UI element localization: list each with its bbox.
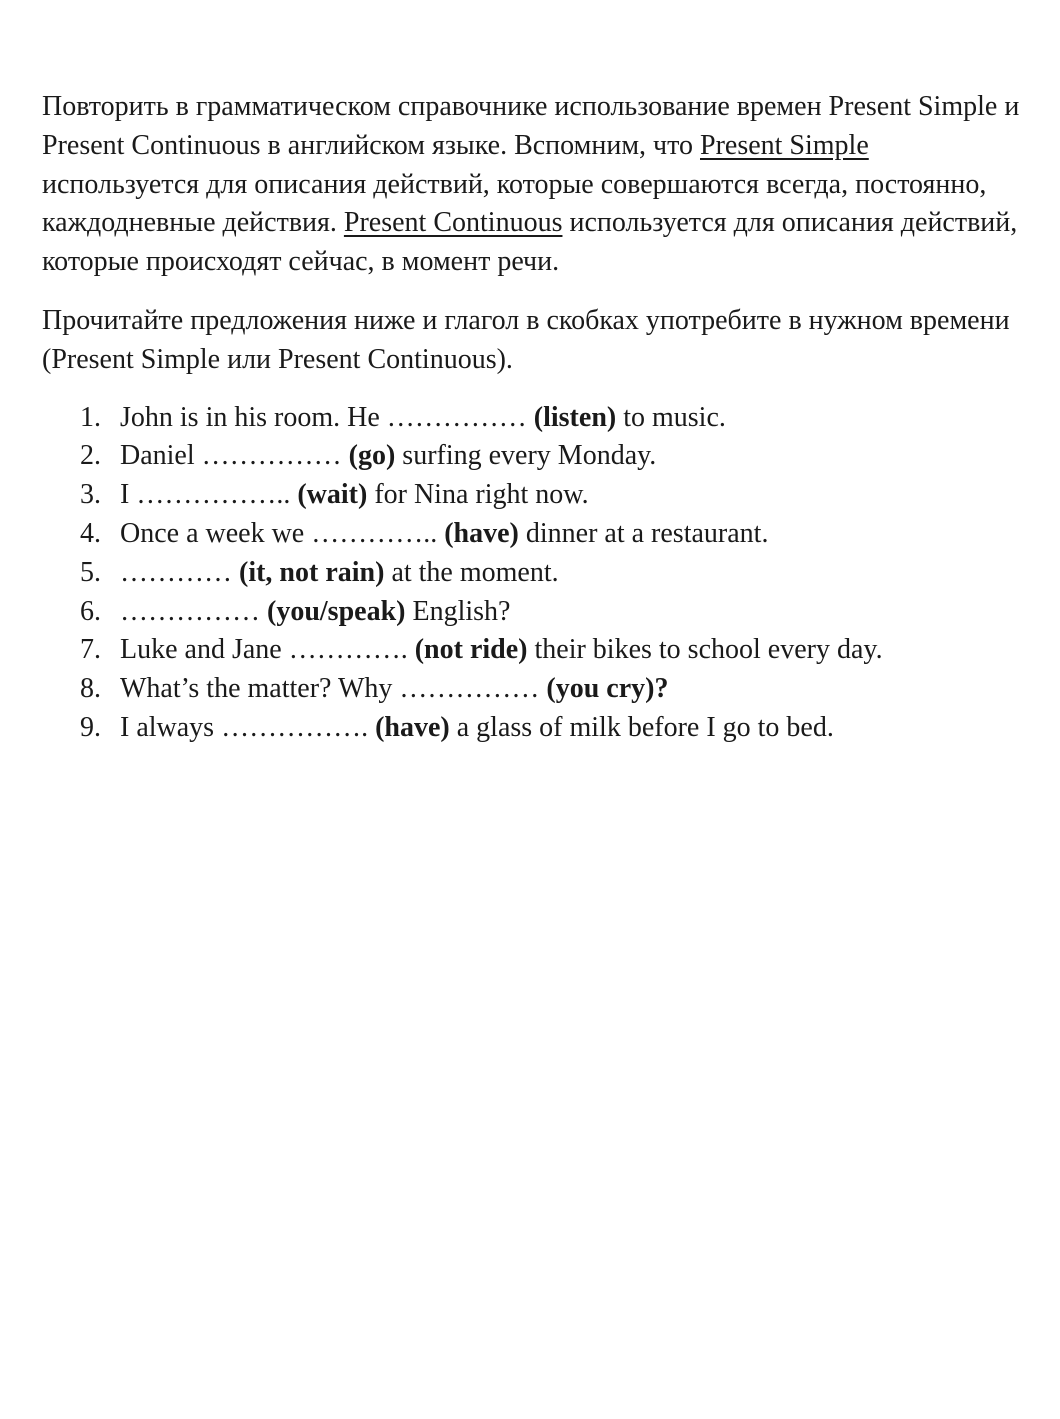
task-item: [42, 670, 1027, 709]
instruction-paragraph: Прочитайте предложения ниже и глагол в скобках употребите в нужном времени (Present Simple или Present Continuous).: [42, 304, 1010, 375]
task-number: 2.: [80, 440, 101, 472]
task-after: a glass of milk before I go to bed.: [449, 711, 834, 743]
task-before: ……………: [120, 595, 267, 627]
task-verb: (have): [375, 711, 450, 743]
task-verb: (not ride): [414, 634, 528, 666]
task-item: [42, 437, 1027, 476]
task-number: 3.: [80, 479, 101, 511]
term-present-continuous: Present Continuous: [343, 207, 563, 239]
task-verb: (wait): [297, 479, 368, 511]
task-text: [120, 593, 510, 632]
task-verb: (it, not rain): [239, 556, 385, 588]
task-number: 4.: [80, 517, 101, 549]
task-after: dinner at a restaurant.: [518, 517, 769, 549]
intro-text-1: Повторить в грамматическом справочнике использование времен Present Simple и Present Continuous в английском языке. Вспомним, что: [42, 91, 1020, 161]
task-before: Once a week we …………..: [120, 517, 445, 549]
task-verb: (you/speak): [267, 595, 406, 627]
task-item: [42, 709, 1027, 748]
task-text: [120, 709, 834, 748]
task-before: I ……………..: [120, 479, 298, 511]
task-number: 9.: [80, 711, 101, 743]
task-text: [120, 631, 883, 670]
intro-paragraph: [42, 88, 1027, 282]
task-text: [120, 515, 768, 554]
task-after: to music.: [616, 401, 726, 433]
task-number: 8.: [80, 673, 101, 705]
task-before: …………: [120, 556, 239, 588]
task-before: What’s the matter? Why ……………: [120, 673, 547, 705]
task-before: John is in his room. He ……………: [120, 401, 534, 433]
task-text: [120, 399, 726, 438]
intro-text-2: используется для описания действий, которые совершаются всегда, постоянно, каждодневные действия.: [42, 168, 987, 239]
task-number: 1.: [80, 401, 101, 433]
task-item: [42, 631, 1027, 670]
task-verb: (listen): [533, 401, 617, 433]
task-after: for Nina right now.: [367, 479, 589, 511]
task-text: [120, 476, 589, 515]
task-verb: (you cry)?: [546, 673, 669, 705]
intro-text-3: используется для описания действий, которые происходят сейчас, в момент речи.: [42, 207, 1018, 278]
task-item: [42, 476, 1027, 515]
task-after: surfing every Monday.: [395, 440, 657, 472]
task-before: I always …………….: [120, 711, 376, 743]
task-item: [42, 399, 1027, 438]
task-after: at the moment.: [384, 556, 559, 588]
task-item: [42, 515, 1027, 554]
task-list: [42, 399, 1027, 748]
task-number: 7.: [80, 634, 101, 666]
term-present-simple: Present Simple: [700, 129, 869, 161]
task-text: [120, 670, 668, 709]
task-item: [42, 593, 1027, 632]
task-verb: (go): [348, 440, 396, 472]
task-number: 5.: [80, 556, 101, 588]
document-content: [42, 88, 1027, 748]
task-after: their bikes to school every day.: [527, 634, 883, 666]
task-number: 6.: [80, 595, 101, 627]
task-before: Daniel ……………: [120, 440, 349, 472]
task-after: English?: [405, 595, 511, 627]
task-text: [120, 437, 656, 476]
task-text: [120, 554, 559, 593]
task-verb: (have): [444, 517, 519, 549]
task-before: Luke and Jane ………….: [120, 634, 415, 666]
task-item: [42, 554, 1027, 593]
